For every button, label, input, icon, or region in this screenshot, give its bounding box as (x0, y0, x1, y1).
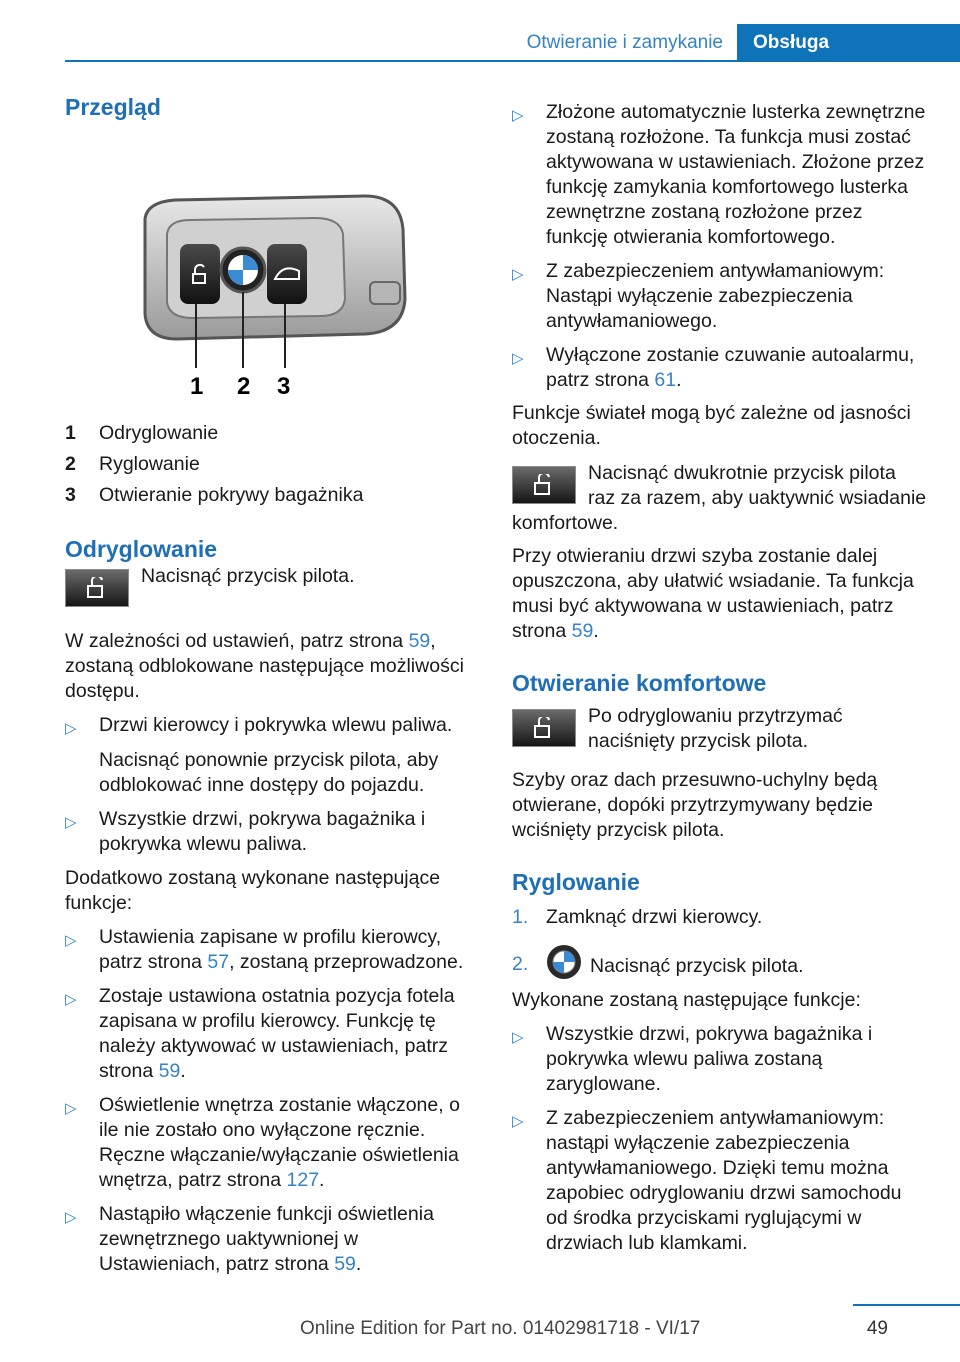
bmw-roundel (228, 255, 258, 285)
unlock-settings-paragraph: W zależności od ustawień, patrz strona 59, zostaną odblokowane następujące możliwości dostępu. (65, 630, 464, 702)
legend-number: 1 (65, 422, 76, 444)
unlock-icon-paragraph (65, 564, 480, 611)
unlock-button-icon (65, 569, 129, 607)
left-column (65, 92, 480, 1277)
page-link[interactable]: 59 (158, 1060, 181, 1082)
bullet-sub-paragraph: Nacisnąć ponownie przycisk pilota, aby odblokować inne dostępy do pojazdu. (99, 749, 439, 796)
double-press-instruction: Nacisnąć dwukrotnie przycisk pilota raz za razem, aby uaktywnić wsiadanie komfortowe. (512, 462, 927, 534)
page-link[interactable]: 59 (408, 630, 431, 652)
header-section-title: Otwieranie i zamykanie (526, 32, 723, 53)
bullet-marker-icon: ▷ (65, 932, 77, 949)
window-lowering-paragraph: Przy otwieraniu drzwi szyba zostanie dalej opuszczona, aby ułatwić wsiadanie. Ta funkcja musi być aktywowana w ustawieniach, patrz strona 59. (512, 545, 914, 642)
bullet-marker-icon: ▷ (65, 1209, 77, 1226)
step-item: 1. Zamknąć drzwi kierowcy. (512, 906, 763, 928)
bullet-item: ▷ Ustawienia zapisane w profilu kierowcy, patrz strona 57, zostaną przeprowadzone. (65, 926, 464, 973)
legend-text: Ryglowanie (99, 453, 200, 475)
page-link[interactable]: 57 (207, 951, 230, 973)
comfort-icon-paragraph (512, 704, 928, 754)
page-link[interactable]: 127 (286, 1169, 320, 1191)
unlock-button-icon (512, 466, 576, 504)
comfort-instruction: Po odryglowaniu przytrzymać naciśnięty przycisk pilota. (588, 705, 843, 752)
lock-heading: Ryglowanie (512, 869, 640, 895)
unlock-instruction: Nacisnąć przycisk pilota. (141, 565, 355, 587)
step-number: 1. (512, 906, 529, 928)
key-fob-figure (65, 134, 480, 404)
light-functions-paragraph: Funkcje świateł mogą być zależne od jasności otoczenia. (512, 402, 911, 449)
bullet-item: ▷ Wszystkie drzwi, pokrywa bagażnika i pokrywka wlewu paliwa zostaną zaryglowane. (512, 1023, 873, 1095)
bullet-item: ▷ Z zabezpieczeniem antywłamaniowym: nastąpi wyłączenie zabezpieczenia antywłamaniowego. Dzięki temu można zapobiec odryglowaniu drzwi samochodu od środka przyciskami ryglującymi w drzwiach lub klamkami. (512, 1107, 902, 1254)
bullet-item: ▷ Z zabezpieczeniem antywłamaniowym: Nastąpi wyłączenie zabezpieczenia antywłamaniowego. (512, 260, 885, 332)
legend-number: 2 (65, 453, 76, 475)
bullet-item: ▷ Złożone automatycznie lusterka zewnętrzne zostaną rozłożone. Ta funkcja musi zostać aktywowana w ustawieniach. Złożone przez funkcję zamykania komfortowego lusterka zewnętrzne zostaną rozłożone przez funkcję otwierania komfortowego. (512, 101, 926, 248)
bullet-marker-icon: ▷ (512, 1029, 524, 1046)
legend-number: 3 (65, 484, 76, 506)
callout-2: 2 (237, 373, 251, 400)
bullet-marker-icon: ▷ (65, 1100, 77, 1117)
page-link[interactable]: 59 (334, 1253, 356, 1275)
bullet-marker-icon: ▷ (512, 266, 524, 283)
step-item: 2. Nacisnąć przycisk pilota. (512, 944, 928, 980)
callout-1: 1 (190, 373, 204, 400)
legend-item (65, 421, 480, 452)
overview-heading: Przegląd (65, 94, 161, 120)
bullet-item: ▷ Oświetlenie wnętrza zostanie włączone, o ile nie zostało ono wyłączone ręcznie. Ręczne włączanie/wyłączanie oświetlenia wnętrza, patrz strona 127. (65, 1094, 460, 1191)
unlock-heading: Odryglowanie (65, 536, 218, 562)
bullet-marker-icon: ▷ (512, 1113, 524, 1130)
legend-list (65, 421, 480, 514)
additional-functions-paragraph: Dodatkowo zostaną wykonane następujące funkcje: (65, 867, 441, 914)
edition-footer: Online Edition for Part no. 01402981718 - VI/17 (300, 1318, 701, 1339)
bullet-marker-icon: ▷ (512, 107, 524, 124)
lock-steps (512, 905, 928, 980)
page-link[interactable]: 61 (654, 369, 677, 391)
bullet-item: ▷ Nastąpiło włączenie funkcji oświetlenia zewnętrznego uaktywnionej w Ustawieniach, patrz strona 59. (65, 1203, 434, 1275)
footer-rule (853, 1304, 960, 1306)
comfort-description: Szyby oraz dach przesuwno-uchylny będą otwierane, dopóki przytrzymywany będzie wciśnięty przycisk pilota. (512, 769, 878, 841)
bullet-marker-icon: ▷ (65, 720, 77, 737)
comfort-entry-icon-paragraph (512, 461, 928, 536)
legend-text: Otwieranie pokrywy bagażnika (99, 484, 364, 506)
step-number: 2. (512, 953, 529, 975)
trunk-button-shape (267, 244, 307, 304)
bullet-marker-icon: ▷ (65, 814, 77, 831)
comfort-opening-heading: Otwieranie komfortowe (512, 670, 767, 696)
callout-3: 3 (277, 373, 291, 400)
bullet-item: ▷ Drzwi kierowcy i pokrywka wlewu paliwa. (65, 713, 480, 741)
right-column (512, 100, 928, 1256)
bullet-marker-icon: ▷ (512, 350, 524, 367)
legend-item (65, 483, 480, 514)
key-blade-notch (370, 282, 400, 304)
page-link[interactable]: 59 (571, 620, 594, 642)
legend-text: Odryglowanie (99, 422, 219, 444)
header-chapter-tab: Obsługa (737, 24, 960, 62)
bmw-button-icon (546, 944, 582, 980)
bullet-item: ▷ Wszystkie drzwi, pokrywa bagażnika i pokrywka wlewu paliwa. (65, 808, 426, 855)
bullet-item: ▷ Zostaje ustawiona ostatnia pozycja fotela zapisana w profilu kierowcy. Funkcję tę należy aktywować w ustawieniach, patrz strona 59. (65, 985, 455, 1082)
bullet-item: ▷ Wyłączone zostanie czuwanie autoalarmu, patrz strona 61. (512, 344, 915, 391)
lock-functions-intro: Wykonane zostaną następujące funkcje: (512, 989, 861, 1011)
page-number: 49 (866, 1318, 888, 1339)
legend-item (65, 452, 480, 483)
bullet-marker-icon: ▷ (65, 991, 77, 1008)
unlock-button-icon (512, 709, 576, 747)
